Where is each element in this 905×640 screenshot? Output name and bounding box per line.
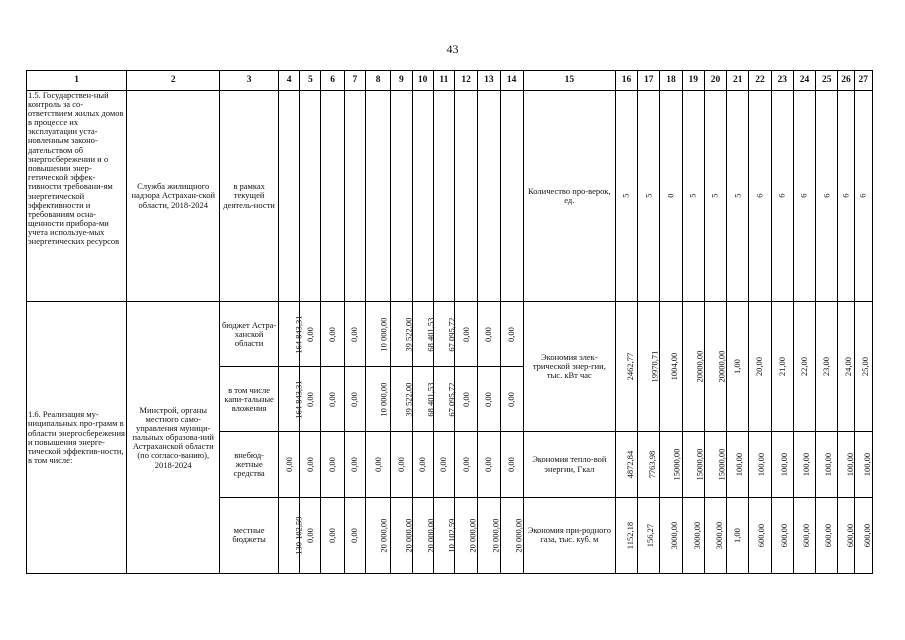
target-cell: 600,00 [854,497,872,573]
executor-cell: Минстрой, органы местного само-управления муници-пальных образова-ний Астраханской области (по согласо-ванию), 2018-2024 [127,302,220,574]
target-cell: 5 [704,90,726,302]
amount-cell: 0,00 [321,432,344,497]
column-header: 16 [615,71,637,91]
column-header: 21 [727,71,749,91]
amount-cell: 0,00 [365,432,390,497]
measure-name: 1.6. Реализация му-ниципальных про-грамм в области энергосбережения и повышения энерге-тической эффектив-ности, в том числе: [27,302,127,574]
funding-source: в рамках текущей деятель-ности [220,90,279,302]
target-cell: 6 [816,90,838,302]
amount-cell: 0,00 [344,302,365,367]
target-cell: 6 [771,90,793,302]
amount-cell: 0,00 [478,367,500,432]
amount-cell: 20 000,00 [478,497,500,573]
column-header: 2 [127,71,220,91]
column-header: 9 [391,71,412,91]
amount-cell: 130 102,59 [278,497,299,573]
target-cell: 1004,00 [660,302,682,432]
target-cell: 22,00 [793,302,815,432]
target-cell: 1,00 [727,497,749,573]
amount-cell: 39 522,00 [391,302,412,367]
column-header: 3 [220,71,279,91]
column-header: 12 [455,71,478,91]
indicator-cell: Экономия тепло-вой энергии, Гкал [523,432,615,497]
column-header: 10 [412,71,433,91]
target-cell: 600,00 [816,497,838,573]
target-cell: 4872,84 [615,432,637,497]
indicator-cell: Экономия при-родного газа, тыс. куб. м [523,497,615,573]
amount-cell: 20 000,00 [412,497,433,573]
column-header: 23 [771,71,793,91]
target-cell: 156,27 [638,497,660,573]
amount-cell: 0,00 [321,497,344,573]
amount-cell: 0,00 [321,367,344,432]
column-header: 27 [854,71,872,91]
target-cell: 100,00 [727,432,749,497]
amount-cell: 0,00 [344,432,365,497]
target-cell: 6 [749,90,771,302]
target-cell: 100,00 [816,432,838,497]
target-cell: 100,00 [838,432,854,497]
amount-cell: 0,00 [300,367,321,432]
amount-cell: 0,00 [478,432,500,497]
amount-cell: 0,00 [300,497,321,573]
target-cell: 1152,18 [615,497,637,573]
target-cell: 6 [793,90,815,302]
amount-cell: 0,00 [433,432,454,497]
column-header: 7 [344,71,365,91]
column-header: 24 [793,71,815,91]
target-cell: 100,00 [771,432,793,497]
target-cell: 20000,00 [704,302,726,432]
amount-cell: 164 843,31 [278,302,299,367]
amount-cell: 10 102,59 [433,497,454,573]
target-cell: 20,00 [749,302,771,432]
page-number: 43 [446,42,459,56]
target-cell: 6 [838,90,854,302]
amount-cell: 0,00 [455,432,478,497]
amount-cell: 0,00 [478,302,500,367]
column-header: 15 [523,71,615,91]
column-header: 4 [278,71,299,91]
amount-cell: 20 000,00 [365,497,390,573]
target-cell: 5 [615,90,637,302]
amount-cell: 0,00 [344,497,365,573]
amount-cell: 0,00 [500,367,523,432]
target-cell: 1,00 [727,302,749,432]
funding-source: бюджет Астра-ханской области [220,302,279,367]
amount-cell: 0,00 [278,432,299,497]
column-header: 8 [365,71,390,91]
target-cell: 0 [660,90,682,302]
amount-cell: 68 401,53 [412,367,433,432]
target-cell: 3000,00 [682,497,704,573]
target-cell: 24,00 [838,302,854,432]
header-row [27,71,873,91]
amount-cell: 0,00 [455,302,478,367]
amount-cell: 20 000,00 [391,497,412,573]
column-header: 25 [816,71,838,91]
program-table [26,70,873,574]
target-cell: 2462,77 [615,302,637,432]
target-cell: 100,00 [793,432,815,497]
amount-cell: 164 843,31 [278,367,299,432]
target-cell: 100,00 [749,432,771,497]
target-cell: 5 [682,90,704,302]
amount-cell: 68 401,53 [412,302,433,367]
amount-cell: 20 000,00 [500,497,523,573]
target-cell: 6 [854,90,872,302]
amount-cell: 0,00 [500,432,523,497]
executor-cell: Служба жилищного надзора Астрахан-ской области, 2018-2024 [127,90,220,302]
column-header: 11 [433,71,454,91]
target-cell: 600,00 [771,497,793,573]
column-header: 5 [300,71,321,91]
target-cell: 7763,98 [638,432,660,497]
amount-cell: 0,00 [412,432,433,497]
amount-cell: 0,00 [300,302,321,367]
target-cell: 19970,71 [638,302,660,432]
column-header: 19 [682,71,704,91]
amount-cell: 67 095,72 [433,367,454,432]
amount-cell: 39 522,00 [391,367,412,432]
target-cell: 15000,00 [660,432,682,497]
target-cell: 15000,00 [682,432,704,497]
amount-cell: 20 000,00 [455,497,478,573]
target-cell: 100,00 [854,432,872,497]
funding-source: местные бюджеты [220,497,279,573]
funding-source: внебюд-жетные средства [220,432,279,497]
target-cell: 20000,00 [682,302,704,432]
target-cell: 600,00 [793,497,815,573]
amount-cell: 10 000,00 [365,302,390,367]
amount-cell: 0,00 [391,432,412,497]
target-cell: 3000,00 [704,497,726,573]
column-header: 22 [749,71,771,91]
amount-cell: 0,00 [300,432,321,497]
column-header: 26 [838,71,854,91]
table-row [27,90,873,302]
target-cell: 15000,00 [704,432,726,497]
amount-cell: 0,00 [344,367,365,432]
amount-cell: 67 095,72 [433,302,454,367]
amount-cell: 10 000,00 [365,367,390,432]
amount-cell: 0,00 [455,367,478,432]
indicator-cell: Экономия элек-трической энер-гии, тыс. кВт час [523,302,615,432]
amount-cell: 0,00 [500,302,523,367]
column-header: 1 [27,71,127,91]
target-cell: 25,00 [854,302,872,432]
column-header: 20 [704,71,726,91]
indicator-cell: Количество про-верок, ед. [523,90,615,302]
funding-source: в том числе капи-тальные вложения [220,367,279,432]
target-cell: 3000,00 [660,497,682,573]
column-header: 18 [660,71,682,91]
column-header: 13 [478,71,500,91]
target-cell: 5 [727,90,749,302]
column-header: 6 [321,71,344,91]
amount-cell: 0,00 [321,302,344,367]
table-row [27,302,873,367]
column-header: 17 [638,71,660,91]
target-cell: 600,00 [838,497,854,573]
column-header: 14 [500,71,523,91]
target-cell: 23,00 [816,302,838,432]
target-cell: 5 [638,90,660,302]
measure-name: 1.5. Государствен-ный контроль за со-ответствием жилых домов в процессе их эксплуатации уста-новленным законо-дательством об энергосбережении и о повышении энер-гетической эффек-тивности требовани-ям энергетической эффективности и требованиям осна-щенности прибора-ми учета используе-мых энергетических ресурсов [27,90,127,302]
target-cell: 21,00 [771,302,793,432]
target-cell: 600,00 [749,497,771,573]
